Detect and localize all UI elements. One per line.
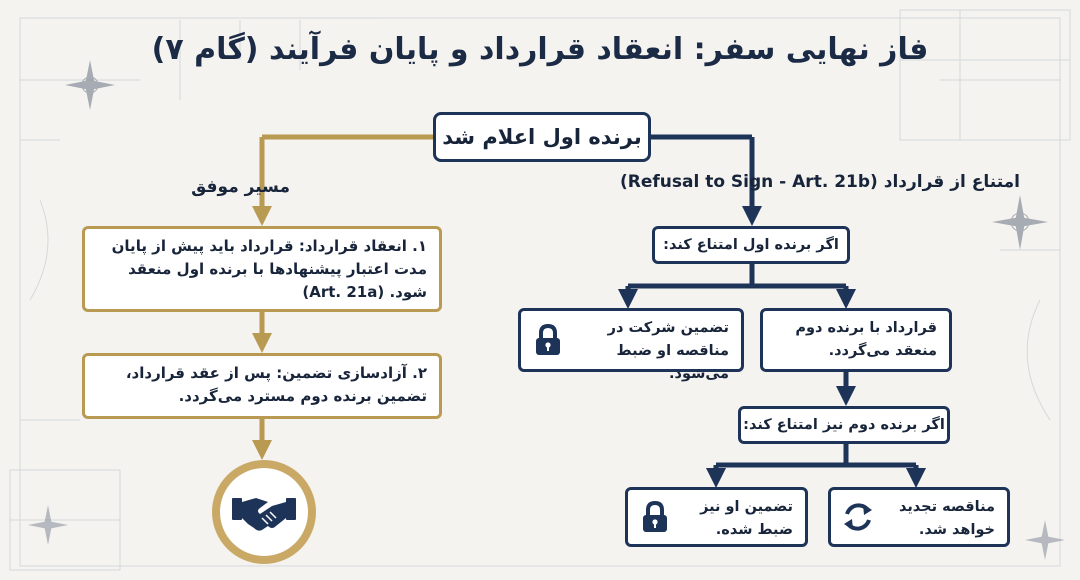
second-winner-emphasis: برنده دوم — [795, 320, 865, 336]
fee2-line2: ضبط شده. — [715, 522, 793, 538]
lock-icon — [531, 323, 565, 357]
fee1-line2: مناقصه او ضبط می‌شود. — [616, 343, 729, 382]
fee2-line1: تضمین او نیز — [700, 499, 793, 515]
refresh-icon — [841, 500, 875, 534]
page-title: فاز نهایی سفر: انعقاد قرارداد و پایان فرآیند (گام ۷) — [151, 32, 929, 67]
second-winner-line2: منعقد می‌گردد. — [828, 343, 937, 359]
second-winner-refuses-question: اگر برنده دوم نیز امتناع کند: — [738, 406, 950, 444]
contract-signing-step — [82, 226, 442, 312]
step2-heading: ۲. آزادسازی تضمین: — [276, 364, 427, 382]
refusal-path-label: امتناع از قرارداد (Refusal to Sign - Art. 21b) — [619, 172, 1020, 192]
step1-body: قرارداد باید پیش از پایان مدت اعتبار پیشنهادها با برنده اول منعقد شود. — [111, 237, 427, 301]
success-path-label: مسیر موفق — [191, 177, 290, 197]
second-guarantee-forfeited — [625, 487, 808, 547]
fee1-line1: تضمین شرکت در — [607, 320, 729, 336]
tender-renewal-outcome — [828, 487, 1010, 547]
step2-body: پس از عقد قرارداد، تضمین برنده دوم مسترد می‌گردد. — [125, 364, 427, 405]
contract-with-second-winner — [760, 308, 952, 372]
guarantee-release-step — [82, 353, 442, 419]
second-winner-pre: قرارداد با — [864, 320, 937, 336]
step1-reference: (Art. 21a) — [302, 283, 385, 301]
retender-line2: خواهد شد. — [918, 522, 995, 538]
retender-line1: مناقصه تجدید — [898, 499, 995, 515]
first-winner-refuses-question: اگر برنده اول امتناع کند: — [652, 226, 850, 264]
winner-announced-box: برنده اول اعلام شد — [433, 112, 651, 162]
handshake-icon — [232, 490, 296, 534]
first-guarantee-forfeited — [518, 308, 744, 382]
step1-heading: ۱. انعقاد قرارداد: — [298, 237, 427, 255]
second-winner-line1 — [773, 317, 937, 340]
handshake-badge — [212, 460, 316, 564]
lock-icon — [638, 500, 672, 534]
